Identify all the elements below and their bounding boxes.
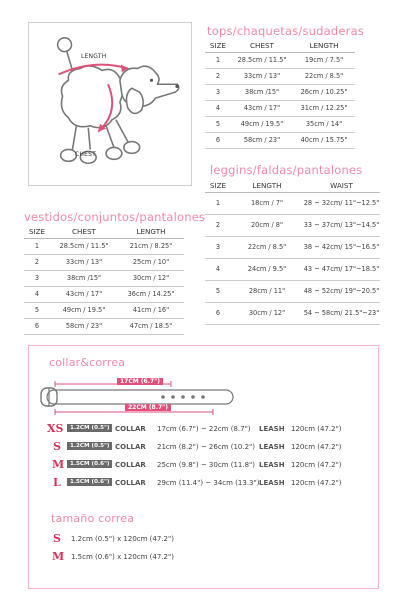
table-row [205,193,380,215]
measure-cell: 58cm / 23" [50,319,118,335]
measure-cell: 33cm / 13" [50,255,118,271]
measure-cell: 40cm / 15.75" [293,133,355,149]
measure-cell: 22cm / 8.5" [293,69,355,85]
tops-title: tops/chaquetas/sudaderas [207,24,365,38]
vestidos-title: vestidos/conjuntos/pantalones [24,210,206,224]
vestidos-size-table [24,224,184,335]
table-row [205,53,355,69]
col-header-length: LENGTH [293,38,355,53]
measure-cell: 21cm / 8.25" [118,239,184,255]
table-row [24,239,184,255]
size-cell: 3 [205,237,231,259]
measure-cell: 20cm / 8" [231,215,303,237]
measure-cell: 43 ~ 47cm/ 17"~18.5" [303,259,380,281]
size-cell: 3 [24,271,50,287]
col-header-size: SIZE [205,178,231,193]
leggins-title: leggins/faldas/pantalones [210,163,363,177]
table-row [205,69,355,85]
collar-row-l: L 1.5CM (0.6") COLLAR 29cm (11.4") ~ 34cm (13.3") LEASH 120cm (47.2") [53,476,342,489]
measure-cell: 28cm / 11" [231,281,303,303]
poodle-diagram [28,22,192,186]
length-label: LENGTH [81,53,107,60]
measure-cell: 33cm / 13" [231,69,293,85]
table-row [205,215,380,237]
collar-row-s: S 1.2CM (0.5") COLLAR 21cm (8.2") ~ 26cm (10.2") LEASH 120cm (47.2") [53,440,342,453]
table-row [24,319,184,335]
table-row [205,237,380,259]
table-row [205,133,355,149]
size-cell: 2 [24,255,50,271]
size-cell: 1 [24,239,50,255]
correa-row-m: M 1.5cm (0.6") x 120cm (47.2") [52,550,174,563]
measure-cell: 54 ~ 58cm/ 21.5"~23" [303,303,380,325]
size-cell: 4 [205,259,231,281]
measure-cell: 19cm / 7.5" [293,53,355,69]
collar-section [28,345,379,589]
measure-cell: 28.5cm / 11.5" [50,239,118,255]
size-cell: 5 [24,303,50,319]
outer-length-label: 22CM (8.7") [125,404,171,411]
correa-row-s: S 1.2cm (0.5") x 120cm (47.2") [53,532,174,545]
size-cell: 2 [205,215,231,237]
table-row [24,303,184,319]
size-cell: 5 [205,281,231,303]
size-cell: 4 [24,287,50,303]
collar-row-m: M 1.5CM (0.6") COLLAR 25cm (9.8") ~ 30cm (11.8") LEASH 120cm (47.2") [52,458,342,471]
collar-title: collar&correa [49,356,126,369]
table-row [24,255,184,271]
measure-cell: 38cm /15" [50,271,118,287]
size-cell: 5 [205,117,231,133]
leggins-size-table [205,178,380,325]
size-cell: 1 [205,53,231,69]
table-row [24,271,184,287]
table-row [205,101,355,117]
measure-cell: 30cm / 12" [118,271,184,287]
col-header-length: LENGTH [118,224,184,239]
col-header-chest: CHEST [231,38,293,53]
size-cell: 6 [205,303,231,325]
size-cell: 6 [205,133,231,149]
measure-cell: 48 ~ 52cm/ 19"~20.5" [303,281,380,303]
measure-cell: 31cm / 12.25" [293,101,355,117]
collar-row-xs: XS 1.2CM (0.5") COLLAR 17cm (6.7") ~ 22cm (8.7") LEASH 120cm (47.2") [47,422,342,435]
measure-cell: 36cm / 14.25" [118,287,184,303]
measure-cell: 22cm / 8.5" [231,237,303,259]
table-row [205,117,355,133]
measure-cell: 28 ~ 32cm/ 11"~12.5" [303,193,380,215]
measure-cell: 25cm / 10" [118,255,184,271]
size-cell: 4 [205,101,231,117]
measure-cell: 33 ~ 37cm/ 13"~14.5" [303,215,380,237]
col-header-waist: WAIST [303,178,380,193]
chest-label: CHEST [75,151,96,158]
col-header-chest: CHEST [50,224,118,239]
col-header-length: LENGTH [231,178,303,193]
measure-cell: 38cm /15" [231,85,293,101]
size-cell: 1 [205,193,231,215]
measure-cell: 26cm / 10.25" [293,85,355,101]
size-cell: 3 [205,85,231,101]
measure-cell: 49cm / 19.5" [50,303,118,319]
measure-cell: 43cm / 17" [231,101,293,117]
inner-length-label: 17CM (6.7") [117,378,163,385]
table-row [205,259,380,281]
measure-cell: 38 ~ 42cm/ 15"~16.5" [303,237,380,259]
measure-cell: 49cm / 19.5" [231,117,293,133]
size-cell: 2 [205,69,231,85]
correa-title: tamaño correa [51,512,135,525]
measure-cell: 47cm / 18.5" [118,319,184,335]
table-row [205,281,380,303]
table-row [205,85,355,101]
size-cell: 6 [24,319,50,335]
poodle-icon [29,23,191,185]
measure-cell: 41cm / 16" [118,303,184,319]
measure-cell: 18cm / 7" [231,193,303,215]
col-header-size: SIZE [205,38,231,53]
col-header-size: SIZE [24,224,50,239]
measure-cell: 24cm / 9.5" [231,259,303,281]
table-row [205,303,380,325]
measure-cell: 28.5cm / 11.5" [231,53,293,69]
measure-cell: 58cm / 23" [231,133,293,149]
measure-cell: 43cm / 17" [50,287,118,303]
measure-cell: 35cm / 14" [293,117,355,133]
tops-size-table [205,38,355,149]
measure-cell: 30cm / 12" [231,303,303,325]
table-row [24,287,184,303]
